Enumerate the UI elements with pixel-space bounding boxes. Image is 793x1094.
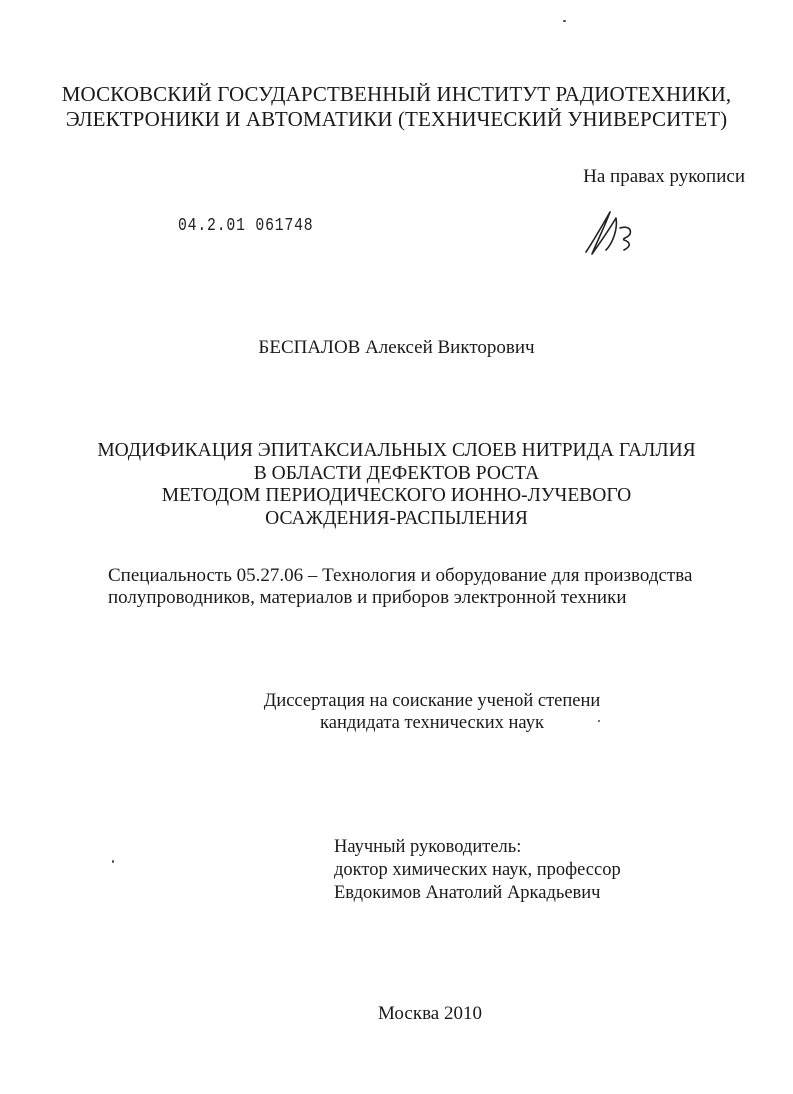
signature-icon [580,204,644,260]
scan-speck [112,860,114,863]
dissertation-title [0,440,793,530]
specialty-line-2: полупроводников, материалов и приборов электронной техники [108,587,627,608]
manuscript-rights-note: На правах рукописи [583,166,745,187]
institution-line-1: МОСКОВСКИЙ ГОСУДАРСТВЕННЫЙ ИНСТИТУТ РАДИОТЕХНИКИ, [61,82,732,106]
title-line: В ОБЛАСТИ ДЕФЕКТОВ РОСТА [253,462,540,484]
supervisor-rank: доктор химических наук, профессор [334,860,621,880]
degree-line-2: кандидата технических наук [320,713,544,733]
institution-name [0,82,793,132]
specialty [108,565,692,609]
title-line: МОДИФИКАЦИЯ ЭПИТАКСИАЛЬНЫХ СЛОЕВ НИТРИДА ГАЛЛИЯ [97,440,696,461]
degree-statement [222,690,642,734]
registration-number: 04.2.01 061748 [178,216,314,236]
author-name: БЕСПАЛОВ Алексей Викторович [258,337,535,358]
institution-line-2: ЭЛЕКТРОНИКИ И АВТОМАТИКИ (ТЕХНИЧЕСКИЙ УНИВЕРСИТЕТ) [65,107,728,131]
city-year: Москва 2010 [378,1003,482,1024]
title-line: МЕТОДОМ ПЕРИОДИЧЕСКОГО ИОННО-ЛУЧЕВОГО [161,485,632,506]
title-line: ОСАЖДЕНИЯ-РАСПЫЛЕНИЯ [265,507,528,529]
scientific-supervisor [334,836,621,905]
supervisor-heading: Научный руководитель: [334,837,522,857]
degree-line-1: Диссертация на соискание ученой степени [263,691,601,711]
supervisor-name: Евдокимов Анатолий Аркадьевич [334,883,601,903]
specialty-line-1: Специальность 05.27.06 – Технология и оборудование для производства [108,565,693,586]
scan-speck [563,20,566,22]
